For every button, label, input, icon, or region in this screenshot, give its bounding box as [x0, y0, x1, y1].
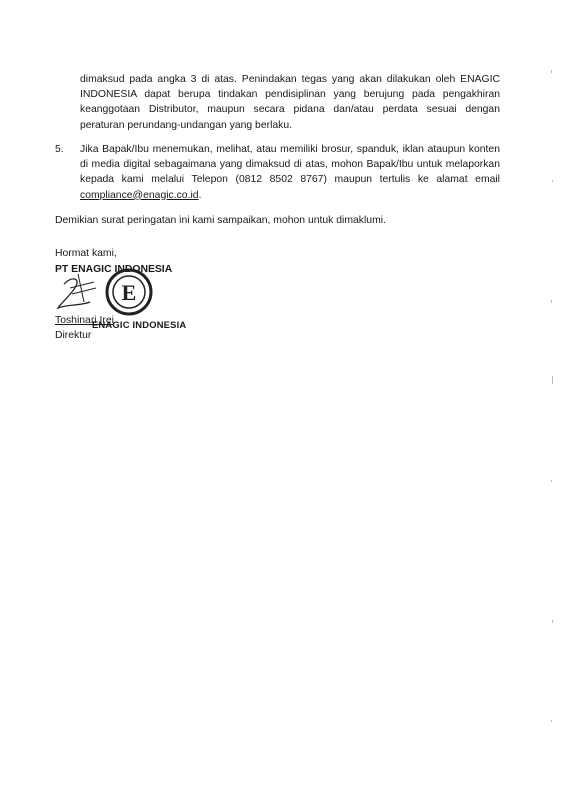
signer-title: Direktur [55, 330, 92, 341]
seal-letter: E [121, 280, 137, 305]
closing-sentence: Demikian surat peringatan ini kami sampaikan, mohon untuk dimaklumi. [55, 215, 386, 226]
scan-margin-marks [549, 60, 555, 760]
greeting: Hormat kami, [55, 248, 117, 259]
email-link[interactable]: compliance@enagic.co.id [80, 189, 199, 201]
paragraph-line: keanggotaan Distributor, maupun secara pidana dan/atau perdata sesuai dengan [80, 104, 500, 116]
company-name: PT ENAGIC INDONESIA [55, 264, 173, 275]
stamp-company-text: ENAGIC INDONESIA [92, 319, 187, 330]
signer-name: Toshinari Irei [55, 315, 114, 326]
paragraph-line: di media digital sebagaimana yang dimaksud di atas, mohon Bapak/Ibu untuk melaporkan [80, 159, 500, 171]
paragraph-line: Jika Bapak/Ibu menemukan, melihat, atau memiliki brosur, spanduk, iklan ataupun konten [80, 144, 500, 155]
handwritten-signature [50, 268, 110, 316]
email-line [80, 188, 500, 203]
paragraph-item-5 [80, 142, 500, 203]
paragraph-line: INDONESIA dapat berupa tindakan pendisiplinan yang berujung pada pengakhiran [80, 89, 500, 101]
list-number: 5. [55, 144, 64, 155]
paragraph-line: dimaksud pada angka 3 di atas. Penindakan tegas yang akan dilakukan oleh ENAGIC [80, 74, 500, 85]
email-suffix: . [198, 189, 202, 201]
paragraph-line: peraturan perundang-undangan yang berlaku. [80, 119, 293, 131]
company-seal-stamp [104, 267, 154, 317]
paragraph-line: kepada kami melalui Telepon (0812 8502 8767) maupun tertulis ke alamat email [80, 174, 500, 186]
paragraph-item-4 [80, 72, 500, 133]
